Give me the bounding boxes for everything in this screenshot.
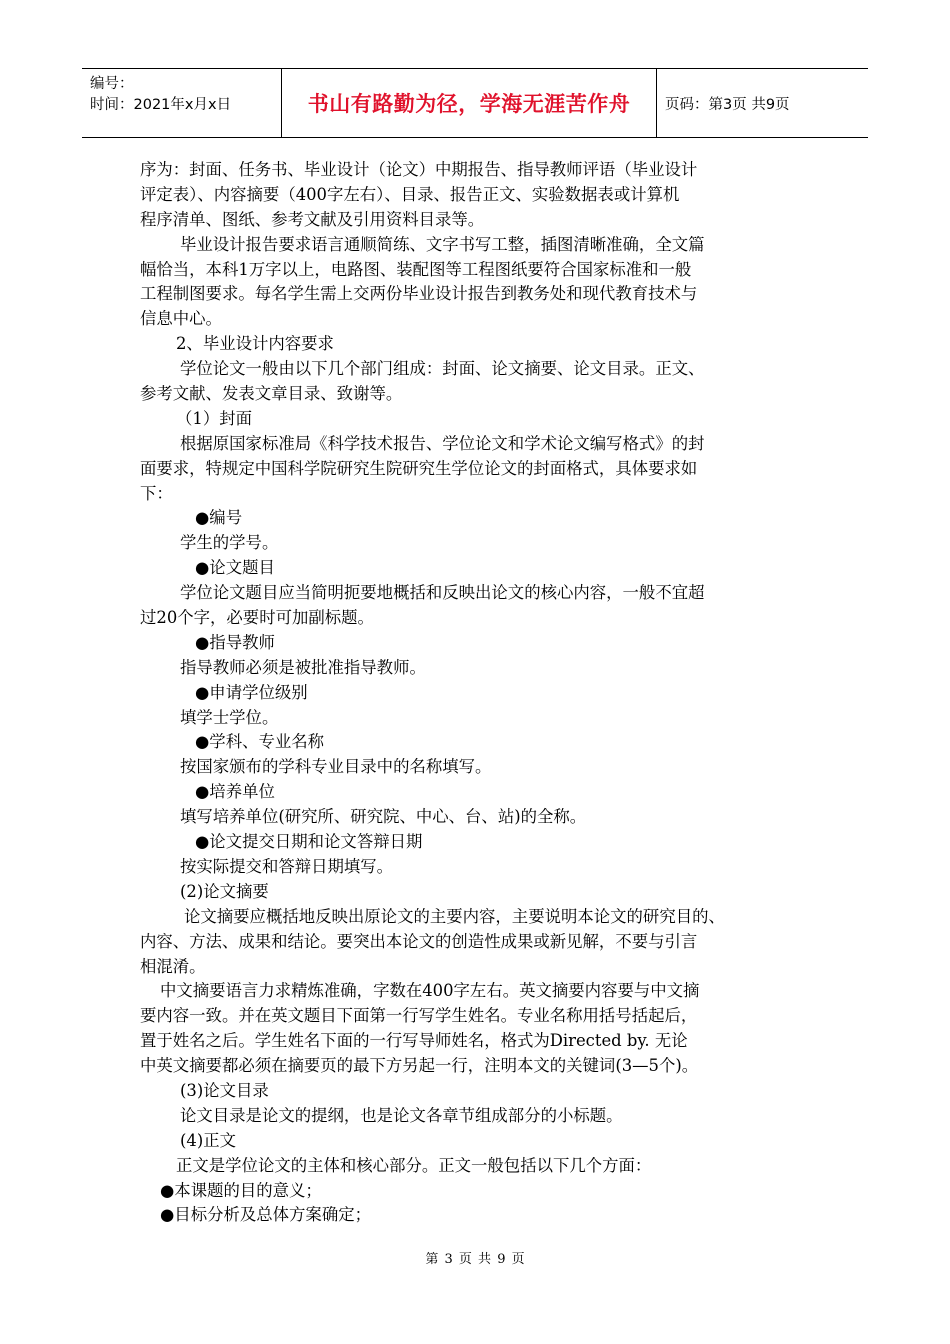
page-footer: 第 3 页 共 9 页 <box>425 1252 525 1267</box>
text-line: 信息中心。 <box>140 309 222 329</box>
text-line: 评定表）、内容摘要（400字左右）、目录、报告正文、实验数据表或计算机 <box>140 184 680 204</box>
text-line: 按国家颁布的学科专业目录中的名称填写。 <box>180 757 492 777</box>
text-line: 根据原国家标准局《科学技术报告、学位论文和学术论文编写格式》的封 <box>180 433 705 453</box>
text-line: 学生的学号。 <box>180 533 279 553</box>
text-line: ●论文提交日期和论文答辩日期 <box>195 832 423 852</box>
text-line: 参考文献、发表文章目录、致谢等。 <box>140 384 403 404</box>
text-line: (4)正文 <box>180 1130 236 1150</box>
text-line: (2)论文摘要 <box>180 881 269 901</box>
text-line: 学位论文题目应当简明扼要地概括和反映出论文的核心内容，一般不宜超 <box>180 583 705 603</box>
text-line: ●培养单位 <box>195 782 275 802</box>
text-line: 填写培养单位(研究所、研究院、中心、台、站)的全称。 <box>180 807 587 827</box>
text-line: 相混淆。 <box>140 956 206 976</box>
text-line: 论文目录是论文的提纲，也是论文各章节组成部分的小标题。 <box>180 1105 623 1125</box>
document-number-label: 编号： <box>90 76 134 92</box>
text-line: 中文摘要语言力求精炼准确，字数在400字左右。英文摘要内容要与中文摘 <box>160 981 700 1001</box>
text-line: ●申请学位级别 <box>195 682 308 702</box>
text-line: 序为：封面、任务书、毕业设计（论文）中期报告、指导教师评语（毕业设计 <box>140 160 698 179</box>
text-line: 论文摘要应概括地反映出原论文的主要内容，主要说明本论文的研究目的、 <box>184 906 725 926</box>
text-line: （1）封面 <box>176 408 252 428</box>
text-line: 内容、方法、成果和结论。要突出本论文的创造性成果或新见解，不要与引言 <box>140 931 698 951</box>
text-line: 填学士学位。 <box>180 707 279 727</box>
document-body <box>140 158 820 1228</box>
header-meta <box>82 69 282 137</box>
text-line: 过20个字，必要时可加副标题。 <box>140 608 374 628</box>
text-line: 置于姓名之后。学生姓名下面的一行写导师姓名，格式为Directed by. 无论 <box>140 1031 688 1051</box>
text-line: 学位论文一般由以下几个部门组成：封面、论文摘要、论文目录。正文、 <box>180 359 705 379</box>
page-header <box>82 68 868 138</box>
text-line: ●目标分析及总体方案确定； <box>160 1205 371 1225</box>
text-line: 正文是学位论文的主体和核心部分。正文一般包括以下几个方面： <box>176 1155 652 1175</box>
text-line: 中英文摘要都必须在摘要页的最下方另起一行，注明本文的关键词(3—5个)。 <box>140 1056 699 1076</box>
text-line: 按实际提交和答辩日期填写。 <box>180 856 394 876</box>
text-line: ●编号 <box>195 508 243 528</box>
text-line: 工程制图要求。每名学生需上交两份毕业设计报告到教务处和现代教育技术与 <box>140 284 698 304</box>
text-line: (3)论文目录 <box>180 1080 269 1100</box>
text-line: 指导教师必须是被批准指导教师。 <box>180 657 426 677</box>
header-page-code: 页码：第3页 共9页 <box>665 96 790 113</box>
header-motto: 书山有路勤为径，学海无涯苦作舟 <box>282 69 657 137</box>
text-line: 毕业设计报告要求语言通顺简练、文字书写工整，插图清晰准确，全文篇 <box>180 234 705 254</box>
text-line: 面要求，特规定中国科学院研究生院研究生学位论文的封面格式，具体要求如 <box>140 458 698 478</box>
text-line: 幅恰当，本科1万字以上，电路图、装配图等工程图纸要符合国家标准和一般 <box>140 259 692 279</box>
text-line: 程序清单、图纸、参考文献及引用资料目录等。 <box>140 209 485 229</box>
text-line: 2、毕业设计内容要求 <box>176 334 334 354</box>
document-time-label: 时间：2021年x月x日 <box>90 97 232 113</box>
text-line: ●本课题的目的意义； <box>160 1180 322 1200</box>
text-line: 下： <box>140 483 173 503</box>
text-line: ●论文题目 <box>195 558 275 578</box>
text-line: ●学科、专业名称 <box>195 732 325 752</box>
text-line: ●指导教师 <box>195 632 275 652</box>
text-line: 要内容一致。并在英文题目下面第一行写学生姓名。专业名称用括号括起后， <box>140 1006 698 1026</box>
